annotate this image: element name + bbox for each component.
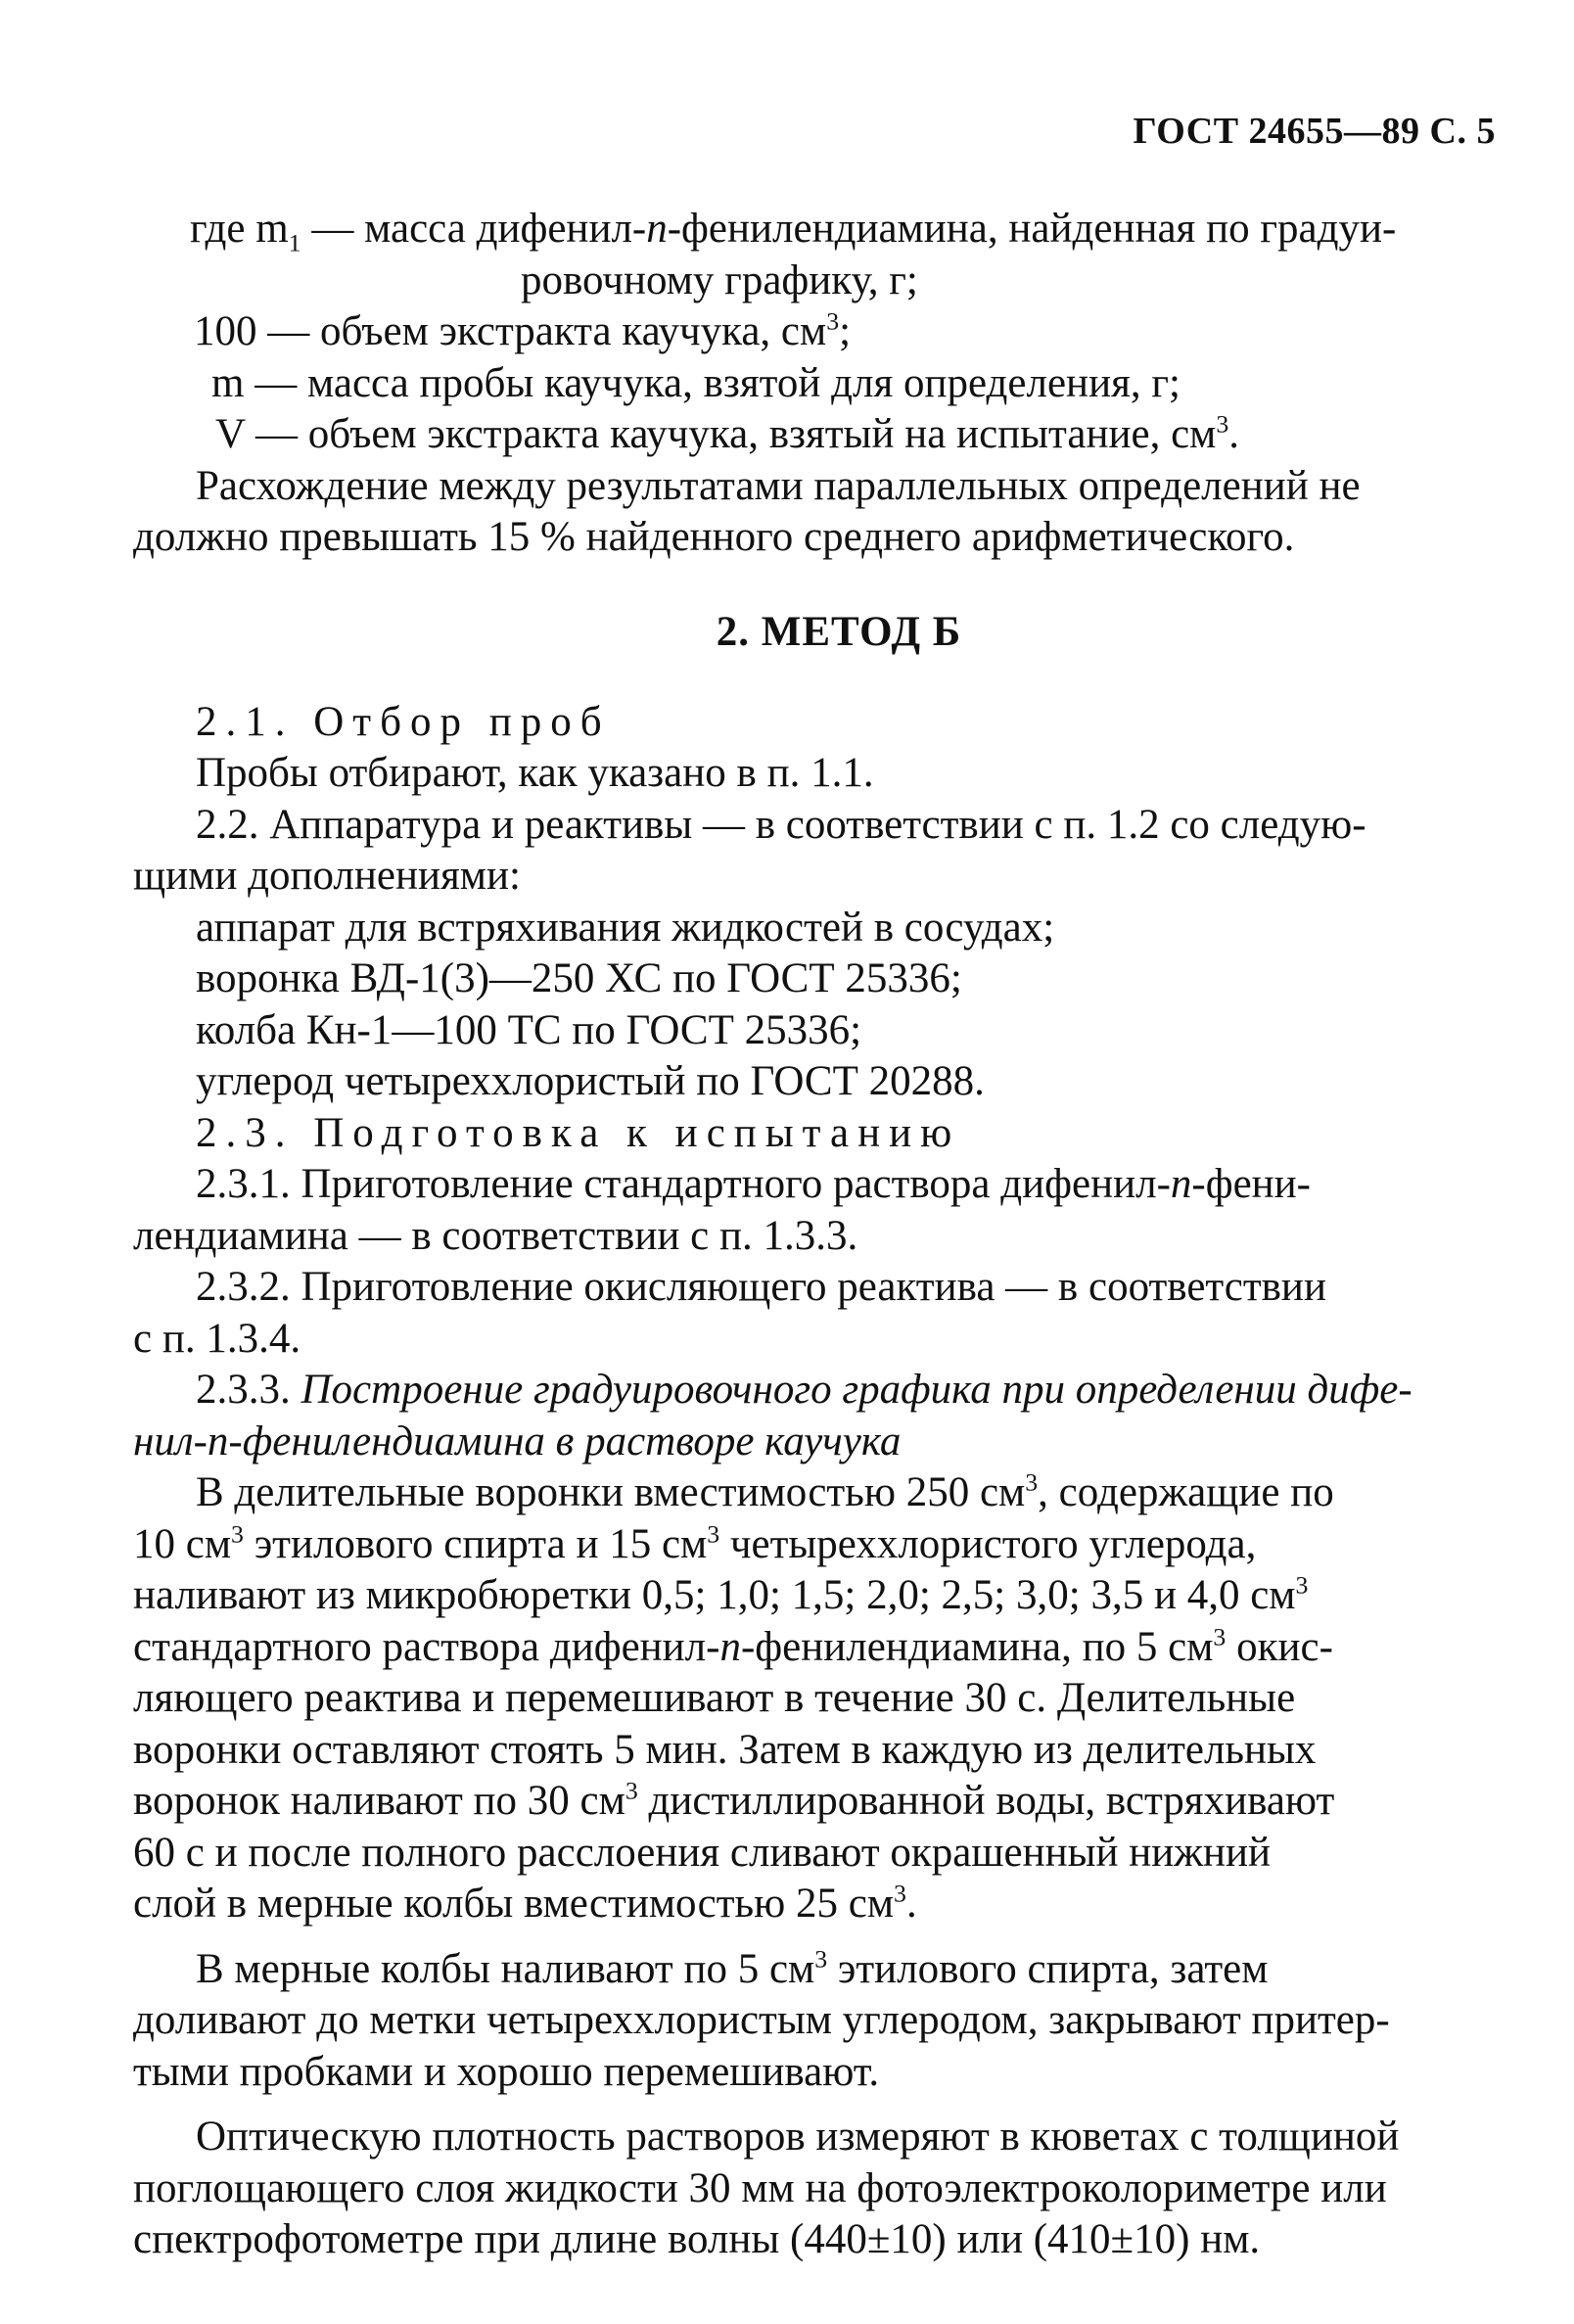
subsection-2-3-2-line2: с п. 1.3.4. xyxy=(133,1315,301,1362)
subsection-2-1-text: Пробы отбирают, как указано в п. 1.1. xyxy=(196,750,874,796)
page-header: ГОСТ 24655—89 С. 5 xyxy=(1133,111,1496,152)
procedure-line7: воронок наливают по 30 $см^3$ дистиллированной воды, встряхивают xyxy=(133,1776,1335,1824)
equipment-item: воронка ВД-1(3)—250 ХС по ГОСТ 25336; xyxy=(196,955,962,1001)
subsection-2-1-title: 2.1. Отбор проб xyxy=(196,698,611,745)
paragraph-discrepancy-line1: Расхождение между результатами параллельных определений не xyxy=(196,462,1361,509)
equipment-item: аппарат для встряхивания жидкостей в сосудах; xyxy=(196,904,1055,951)
subsection-2-3-2-line1: 2.3.2. Приготовление окисляющего реактива — в соответствии xyxy=(196,1264,1326,1310)
procedure-line6: воронки оставляют стоять 5 мин. Затем в каждую из делительных xyxy=(133,1726,1317,1773)
optical-density-line2: поглощающего слоя жидкости 30 мм на фотоэлектроколориметре или xyxy=(133,2164,1387,2211)
procedure-line5: ляющего реактива и перемешивают в течение 30 с. Делительные xyxy=(133,1675,1296,1721)
subsection-2-3-3-line2: нил-n-фенилендиамина в растворе каучука xyxy=(133,1418,902,1464)
subsection-2-3-title: 2.3. Подготовка к испытанию xyxy=(196,1109,961,1156)
subsection-2-2-line2: щими дополнениями: xyxy=(133,853,521,899)
equipment-item: углерод четыреххлористый по ГОСТ 20288. xyxy=(196,1058,985,1104)
paragraph-discrepancy-line2: должно превышать 15 % найденного среднего арифметического. xyxy=(133,514,1295,560)
legend-line-m1-cont: ровочному графику, г; xyxy=(521,256,918,303)
subsection-2-3-1-line1: 2.3.1. Приготовление стандартного раствора дифенил-n-фени- xyxy=(196,1161,1311,1207)
procedure-line9: слой в мерные колбы вместимостью 25 $см^3$. xyxy=(133,1879,917,1927)
optical-density-line3: спектрофотометре при длине волны (440±10) или (410±10) нм. xyxy=(133,2216,1261,2262)
procedure-line3: наливают из микробюретки 0,5; 1,0; 1,5; 2,0; 2,5; 3,0; 3,5 и 4,0 $см^3$ xyxy=(133,1570,1309,1618)
optical-density-line1: Оптическую плотность растворов измеряют в кюветах с толщиной xyxy=(196,2114,1400,2160)
legend-line-m1: где $m_1$ — масса дифенил-n-фенилендиамина, найденная по градуи- xyxy=(190,206,1397,257)
procedure-line1: В делительные воронки вместимостью 250 $см^3$, содержащие по xyxy=(196,1467,1334,1515)
procedure-line8: 60 с и после полного расслоения сливают окрашенный нижний xyxy=(133,1829,1272,1876)
page-content xyxy=(133,204,1486,2266)
subsection-2-3-1-line2: лендиамина — в соответствии с п. 1.3.3. xyxy=(133,1212,858,1259)
procedure-line2: 10 $см^3$ этилового спирта и 15 $см^3$ четыреххлористого углерода, xyxy=(133,1519,1257,1567)
flasks-line3: тыми пробками и хорошо перемешивают. xyxy=(133,2048,880,2095)
legend-line-m: m — масса пробы каучука, взятой для определения, г; xyxy=(211,359,1180,406)
equipment-item: колба Кн-1—100 ТС по ГОСТ 25336; xyxy=(196,1006,862,1053)
subsection-2-3-3-line1: 2.3.3. Построение градуировочного графика при определении дифе- xyxy=(196,1367,1412,1413)
section-title-method-b: 2. МЕТОД Б xyxy=(716,608,962,655)
legend-line-v: V — объем экстракта каучука, взятый на испытание, $см^3$. xyxy=(215,409,1240,457)
flasks-line2: доливают до метки четыреххлористым углеродом, закрывают притер- xyxy=(133,1997,1390,2043)
subsection-2-2-line1: 2.2. Аппаратура и реактивы — в соответствии с п. 1.2 со следую- xyxy=(196,801,1366,848)
legend-line-100: 100 — объем экстракта каучука, $см^3$; xyxy=(194,306,852,354)
flasks-line1: В мерные колбы наливают по 5 $см^3$ этилового спирта, затем xyxy=(196,1944,1269,1992)
procedure-line4: стандартного раствора дифенил-n-фенилендиамина, по 5 $см^3$ окис- xyxy=(133,1622,1333,1670)
